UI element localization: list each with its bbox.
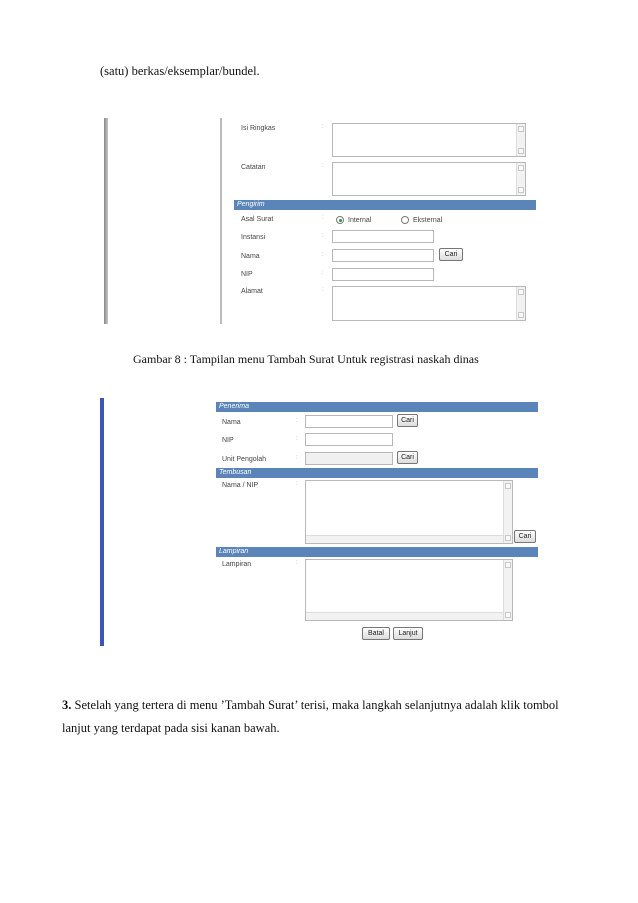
label-nama: Nama <box>222 419 241 426</box>
label-unit-pengolah: Unit Pengolah <box>222 456 266 463</box>
lanjut-button[interactable]: Lanjut <box>393 627 423 640</box>
figure-2-screenshot <box>100 398 538 646</box>
penerima-nama-input[interactable] <box>305 415 393 428</box>
radio-internal[interactable] <box>336 216 344 224</box>
figure-1-screenshot <box>104 118 536 324</box>
lampiran-list[interactable] <box>305 559 513 621</box>
radio-internal-label: Internal <box>348 217 372 224</box>
tembusan-list[interactable] <box>305 480 513 544</box>
label-catatan: Catatan <box>241 164 266 171</box>
textarea-scrollbar[interactable] <box>516 163 525 195</box>
section-penerima: Penerima <box>216 402 538 412</box>
list-horizontal-scrollbar[interactable] <box>306 612 503 620</box>
tambah-surat-form-part2: Penerima Nama : Cari NIP : Unit Pengolah : Cari Tembusan Nama / NIP : Cari Lampiran Lampiran : Batal Lanjut <box>216 402 538 646</box>
batal-button[interactable]: Batal <box>362 627 390 640</box>
nama-input[interactable] <box>332 249 434 262</box>
catatan-textarea[interactable] <box>332 162 526 196</box>
label-instansi: Instansi <box>241 234 266 241</box>
left-frame-edge <box>104 118 108 324</box>
nip-input[interactable] <box>332 268 434 281</box>
unit-pengolah-cari-button[interactable]: Cari <box>397 451 418 464</box>
figure-1-caption: Gambar 8 : Tampilan menu Tambah Surat Untuk registrasi naskah dinas <box>133 352 479 366</box>
unit-pengolah-input[interactable] <box>305 452 393 465</box>
textarea-scrollbar[interactable] <box>516 124 525 156</box>
list-vertical-scrollbar[interactable] <box>503 481 512 543</box>
label-nama-nip: Nama / NIP <box>222 482 259 489</box>
penerima-cari-button[interactable]: Cari <box>397 414 418 427</box>
intro-line: (satu) berkas/eksemplar/bundel. <box>100 64 260 78</box>
radio-eksternal[interactable] <box>401 216 409 224</box>
cari-button[interactable]: Cari <box>439 248 463 261</box>
left-frame-edge <box>100 398 104 646</box>
label-isi-ringkas: Isi Ringkas <box>241 125 276 132</box>
step-3-line-1 <box>62 697 559 713</box>
tambah-surat-form-part1: Isi Ringkas : Catatan : Pengirim Asal Surat : Internal Eksternal Instansi : Nama : Cari NIP : Alamat : <box>234 118 536 324</box>
label-asal-surat: Asal Surat <box>241 216 274 223</box>
alamat-textarea[interactable] <box>332 286 526 321</box>
label-nip: NIP <box>222 437 234 444</box>
section-pengirim: Pengirim <box>234 200 536 210</box>
label-lampiran: Lampiran <box>222 561 252 568</box>
step-number: 3. <box>62 698 72 712</box>
textarea-scrollbar[interactable] <box>516 287 525 320</box>
step-3-line-2: lanjut yang terdapat pada sisi kanan bawah. <box>62 721 280 735</box>
penerima-nip-input[interactable] <box>305 433 393 446</box>
label-nip: NIP <box>241 271 253 278</box>
section-lampiran: Lampiran <box>216 547 538 557</box>
isi-ringkas-textarea[interactable] <box>332 123 526 157</box>
section-tembusan: Tembusan <box>216 468 538 478</box>
label-nama: Nama <box>241 253 260 260</box>
label-alamat: Alamat <box>241 288 263 295</box>
instansi-input[interactable] <box>332 230 434 243</box>
frame-divider <box>220 118 222 324</box>
step-3-text: Setelah yang tertera di menu ’Tambah Surat’ terisi, maka langkah selanjutnya adalah klik tombol <box>71 698 559 712</box>
list-horizontal-scrollbar[interactable] <box>306 535 503 543</box>
list-vertical-scrollbar[interactable] <box>503 560 512 620</box>
tembusan-cari-button[interactable]: Cari <box>514 530 536 543</box>
radio-eksternal-label: Eksternal <box>413 217 443 224</box>
